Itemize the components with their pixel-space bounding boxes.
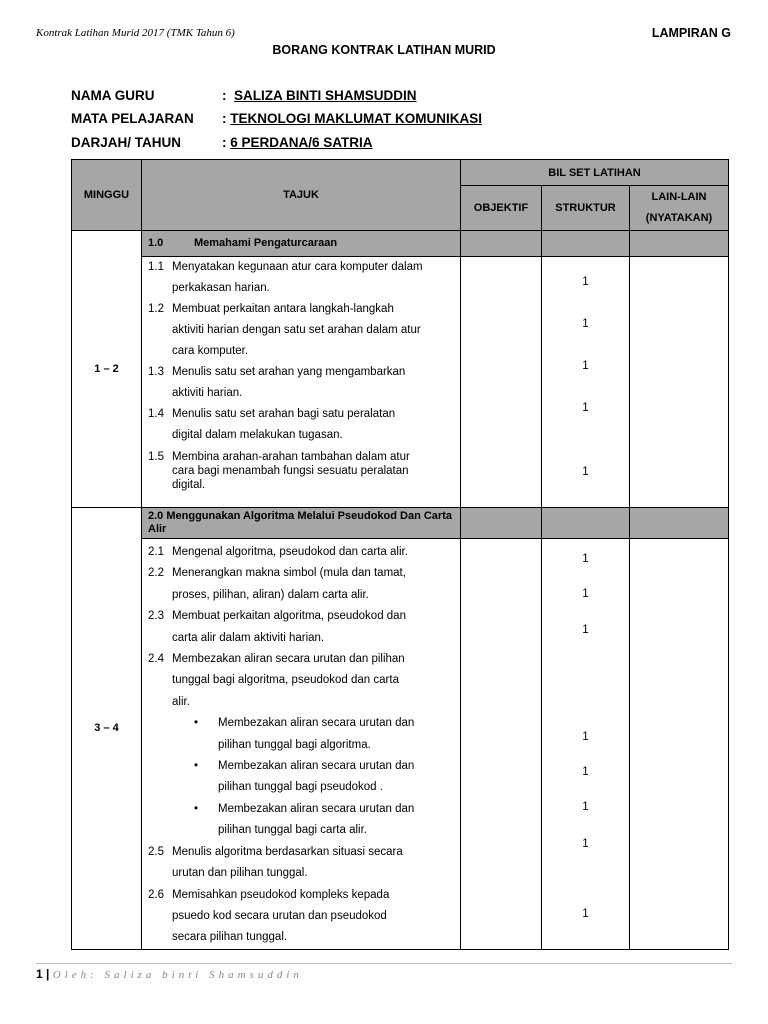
info-value: SALIZA BINTI SHAMSUDDIN [234, 88, 417, 103]
topic-item [148, 257, 454, 299]
struktur-count: 1 [582, 553, 589, 565]
footer-separator: | [46, 967, 50, 981]
lain-lain-cell [630, 508, 729, 539]
item-number: 1.1 [148, 261, 164, 273]
struktur-cell [542, 231, 630, 257]
lain-lain-cell [630, 231, 729, 257]
item-line: pilihan tunggal bagi pseudokod . [218, 781, 383, 794]
info-sep [222, 88, 417, 103]
section-heading: 2.0 Menggunakan Algoritma Melalui Pseudokod Dan Carta Alir [142, 508, 461, 539]
bullet-dot: • [194, 760, 199, 773]
info-label: MATA PELAJARAN [71, 111, 194, 126]
item-line: urutan dan pilihan tunggal. [172, 867, 308, 880]
topic-bullet [148, 713, 454, 756]
info-colon: : [222, 111, 227, 126]
info-value: TEKNOLOGI MAKLUMAT KOMUNIKASI [230, 111, 482, 126]
objektif-cell [461, 231, 542, 257]
topic-items [142, 539, 461, 950]
header-objektif: OBJEKTIF [461, 186, 542, 231]
struktur-count: 1 [582, 588, 589, 600]
item-line: cara bagi menambah fungsi sesuatu peralatan [172, 465, 409, 477]
item-number: 1.3 [148, 366, 164, 378]
item-line: proses, pilihan, aliran) dalam carta alir. [172, 588, 369, 601]
header-lain-lain-text: LAIN-LAIN [651, 191, 707, 203]
item-line: digital dalam melakukan tugasan. [172, 429, 343, 441]
topic-item [148, 649, 454, 713]
page-footer [36, 967, 303, 981]
struktur-count: 1 [582, 276, 589, 288]
topic-items [142, 257, 461, 508]
struktur-count: 1 [582, 801, 589, 813]
topic-item [148, 842, 454, 885]
week-cell: 3 – 4 [72, 508, 142, 950]
info-value: 6 PERDANA/6 SATRIA [230, 135, 373, 150]
topic-bullet [148, 799, 454, 842]
item-line: Menerangkan makna simbol (mula dan tamat, [172, 567, 406, 580]
info-sep [222, 135, 373, 150]
section-heading [142, 231, 461, 257]
item-number: 2.1 [148, 546, 164, 558]
topic-item [148, 542, 454, 563]
item-number: 1.2 [148, 303, 164, 315]
header-nyatakan-text: (NYATAKAN) [645, 212, 713, 224]
struktur-count: 1 [582, 402, 589, 414]
footer-author: Oleh: Saliza binti Shamsuddin [52, 969, 303, 981]
item-line: aktiviti harian dengan satu set arahan dalam atur [172, 324, 421, 336]
item-line: digital. [172, 479, 206, 491]
header-minggu: MINGGU [72, 160, 142, 231]
header-struktur: STRUKTUR [542, 186, 630, 231]
item-line: Membezakan aliran secara urutan dan [218, 717, 415, 730]
struktur-cell [542, 539, 630, 950]
item-line: carta alir dalam aktiviti harian. [172, 631, 325, 644]
header-bil-set: BIL SET LATIHAN [461, 160, 729, 186]
header-lain-lain [630, 186, 729, 231]
item-number: 2.4 [148, 653, 164, 666]
struktur-count: 1 [582, 766, 589, 778]
item-line: aktiviti harian. [172, 387, 243, 399]
struktur-count: 1 [582, 731, 589, 743]
attachment-label: LAMPIRAN G [651, 26, 731, 40]
topic-bullet [148, 756, 454, 799]
item-number: 2.6 [148, 888, 164, 901]
item-line: alir. [172, 695, 190, 708]
form-title: BORANG KONTRAK LATIHAN MURID [272, 43, 496, 57]
item-line: Menulis satu set arahan bagi satu peralatan [172, 408, 396, 420]
item-line: Membezakan aliran secara urutan dan [218, 802, 415, 815]
section-heading-text: Memahami Pengaturcaraan [194, 237, 338, 249]
info-colon: : [222, 88, 227, 103]
topic-item [148, 885, 454, 949]
item-number: 2.2 [148, 567, 164, 580]
objektif-cell [461, 257, 542, 508]
struktur-count: 1 [582, 624, 589, 636]
topic-item [148, 563, 454, 606]
item-line: Membezakan aliran secara urutan dan [218, 760, 415, 773]
exercise-contract-table [71, 159, 729, 950]
lain-lain-cell [630, 539, 729, 950]
item-line: psuedo kod secara urutan dan pseudokod [172, 909, 387, 922]
struktur-count: 1 [582, 318, 589, 330]
info-label: DARJAH/ TAHUN [71, 135, 181, 150]
item-line: Menyatakan kegunaan atur cara komputer dalam [172, 261, 423, 273]
page-number: 1 [36, 967, 43, 981]
item-line: tunggal bagi algoritma, pseudokod dan carta [172, 674, 399, 687]
document-header-left: Kontrak Latihan Murid 2017 (TMK Tahun 6) [36, 27, 235, 39]
topic-item [148, 362, 454, 404]
item-line: cara komputer. [172, 345, 249, 357]
struktur-count: 1 [582, 466, 589, 478]
item-line: Menulis satu set arahan yang mengambarkan [172, 366, 406, 378]
bullet-dot: • [194, 802, 199, 815]
lain-lain-cell [630, 257, 729, 508]
info-sep [222, 111, 482, 126]
item-line: Membuat perkaitan antara langkah-langkah [172, 303, 394, 315]
week-cell: 1 – 2 [72, 231, 142, 508]
item-number: 2.3 [148, 610, 164, 623]
item-line: Mengenal algoritma, pseudokod dan carta alir. [172, 546, 408, 558]
struktur-cell [542, 508, 630, 539]
item-number: 1.4 [148, 408, 164, 420]
objektif-cell [461, 508, 542, 539]
bullet-dot: • [194, 717, 199, 730]
item-line: Menulis algoritma berdasarkan situasi secara [172, 845, 403, 858]
struktur-cell [542, 257, 630, 508]
topic-item [148, 446, 454, 492]
topic-item [148, 299, 454, 362]
struktur-count: 1 [582, 360, 589, 372]
item-line: Membina arahan-arahan tambahan dalam atur [172, 451, 410, 463]
section-heading-num: 1.0 [148, 237, 164, 249]
info-colon: : [222, 135, 227, 150]
header-tajuk: TAJUK [142, 160, 461, 231]
footer-divider [36, 963, 732, 964]
item-line: Memisahkan pseudokod kompleks kepada [172, 888, 390, 901]
item-line: secara pilihan tunggal. [172, 931, 288, 944]
item-line: pilihan tunggal bagi algoritma. [218, 738, 371, 751]
topic-item [148, 404, 454, 446]
info-label: NAMA GURU [71, 88, 155, 103]
item-number: 2.5 [148, 845, 164, 858]
objektif-cell [461, 539, 542, 950]
item-line: Membezakan aliran secara urutan dan pilihan [172, 653, 405, 666]
struktur-count: 1 [582, 908, 589, 920]
item-line: pilihan tunggal bagi carta alir. [218, 824, 367, 837]
struktur-count: 1 [582, 838, 589, 850]
item-number: 1.5 [148, 451, 164, 463]
item-line: Membuat perkaitan algoritma, pseudokod dan [172, 610, 406, 623]
topic-item [148, 606, 454, 649]
item-line: perkakasan harian. [172, 282, 270, 294]
